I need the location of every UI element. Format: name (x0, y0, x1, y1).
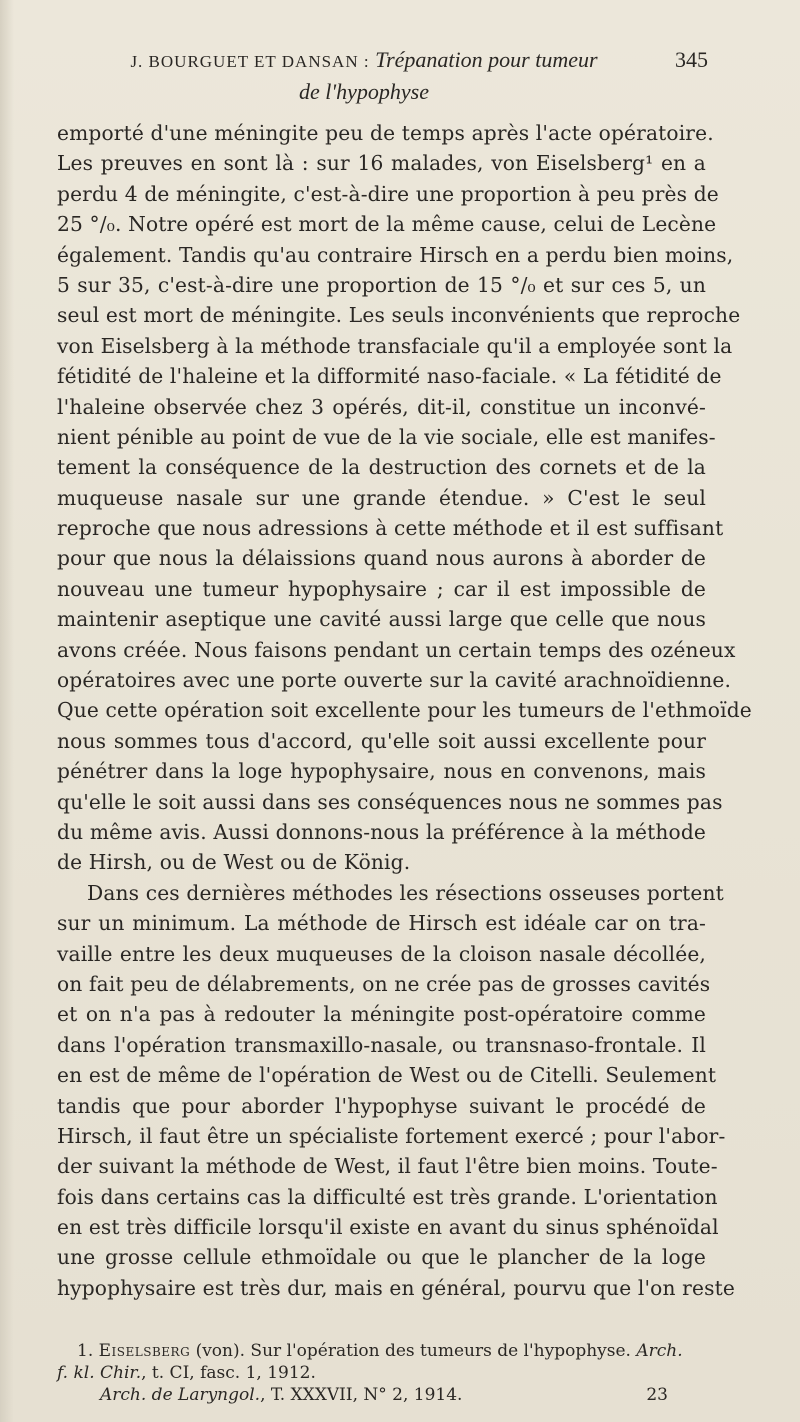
body-line: Que cette opération soit excellente pour les tumeurs de l'ethmoïde (57, 698, 752, 723)
body-line: perdu 4 de méningite, c'est-à-dire une proportion à peu près de (57, 181, 719, 206)
body-line: Hirsch, il faut être un spécialiste fortement exercé ; pour l'abor- (57, 1123, 726, 1148)
body-line: der suivant la méthode de West, il faut l'être bien moins. Toute- (57, 1154, 718, 1179)
header-title-line-2: de l'hypophyse (299, 79, 429, 104)
footnote (57, 1340, 706, 1384)
body-line: Dans ces dernières méthodes les résections osseuses portent (87, 880, 724, 905)
body-line: dans l'opération transmaxillo-nasale, ou transnaso-frontale. Il (57, 1032, 706, 1057)
body-line: nouveau une tumeur hypophysaire ; car il est impossible de (57, 576, 706, 601)
body-line: et on n'a pas à redouter la méningite post-opératoire comme (57, 1002, 706, 1027)
footnote-marker: 1. (77, 1341, 94, 1361)
header-line-1 (60, 46, 708, 76)
footnote-author: Eiselsberg (98, 1341, 191, 1361)
body-line: sur un minimum. La méthode de Hirsch est idéale car on tra- (57, 911, 706, 936)
footnote-journal-2: f. kl. Chir. (57, 1363, 142, 1383)
page-edge-shadow (0, 0, 14, 1422)
body-line: l'haleine observée chez 3 opérés, dit-il, constitue un inconvé- (57, 394, 706, 419)
body-line: Les preuves en sont là : sur 16 malades, von Eiselsberg¹ en a (57, 151, 706, 176)
body-line: fétidité de l'haleine et la difformité naso-faciale. « La fétidité de (57, 364, 722, 389)
body-line: muqueuse nasale sur une grande étendue. » C'est le seul (57, 485, 706, 510)
footer-sheet-number: 23 (646, 1385, 668, 1405)
footnote-line-1 (57, 1340, 706, 1362)
page-number: 345 (675, 47, 708, 72)
footer-volume: , T. XXXVII, N° 2, 1914. (260, 1385, 463, 1405)
body-line: pénétrer dans la loge hypophysaire, nous en convenons, mais (57, 759, 706, 784)
body-line: nous sommes tous d'accord, qu'elle soit aussi excellente pour (57, 728, 706, 753)
body-line: qu'elle le soit aussi dans ses conséquences nous ne sommes pas (57, 789, 723, 814)
header-title: Trépanation pour tumeur (375, 47, 598, 72)
footnote-text-2: , t. CI, fasc. 1, 1912. (141, 1363, 316, 1383)
body-line: opératoires avec une porte ouverte sur la cavité arachnoïdienne. (57, 668, 732, 693)
body-line: 25 °/₀. Notre opéré est mort de la même cause, celui de Lecène (57, 212, 717, 237)
body-line: reproche que nous adressions à cette méthode et il est suffisant (57, 516, 724, 541)
body-line: maintenir aseptique une cavité aussi large que celle que nous (57, 607, 706, 632)
body-line: tement la conséquence de la destruction des cornets et de la (57, 455, 706, 480)
body-line: on fait peu de délabrements, on ne crée pas de grosses cavités (57, 971, 711, 996)
body-text (57, 118, 752, 1303)
body-line: vaille entre les deux muqueuses de la cloison nasale décollée, (57, 941, 706, 966)
body-line: avons créée. Nous faisons pendant un certain temps des ozéneux (57, 637, 736, 662)
body-line: 5 sur 35, c'est-à-dire une proportion de 15 °/₀ et sur ces 5, un (57, 272, 706, 297)
body-line: pour que nous la délaissions quand nous aurons à aborder de (57, 546, 706, 571)
body-line: en est de même de l'opération de West ou de Citelli. Seulement (57, 1063, 717, 1088)
page-footer (100, 1384, 668, 1406)
body-line: nient pénible au point de vue de la vie sociale, elle est manifes- (57, 424, 716, 449)
body-line: en est très difficile lorsqu'il existe en avant du sinus sphénoïdal (57, 1215, 719, 1240)
body-line: du même avis. Aussi donnons-nous la préférence à la méthode (57, 819, 706, 844)
footnote-journal-1: Arch. (636, 1341, 683, 1361)
body-line: tandis que pour aborder l'hypophyse suivant le procédé de (57, 1093, 706, 1118)
body-line: une grosse cellule ethmoïdale ou que le plancher de la loge (57, 1245, 706, 1270)
footnote-text-1: (von). Sur l'opération des tumeurs de l'hypophyse. (190, 1341, 637, 1361)
body-line: de Hirsh, ou de West ou de König. (57, 850, 411, 875)
body-line: également. Tandis qu'au contraire Hirsch en a perdu bien moins, (57, 242, 734, 267)
body-line: fois dans certains cas la difficulté est très grande. L'orientation (57, 1184, 718, 1209)
body-line: emporté d'une méningite peu de temps après l'acte opératoire. (57, 121, 714, 145)
body-line: von Eiselsberg à la méthode transfaciale qu'il a employée sont la (57, 333, 733, 358)
running-header (60, 46, 708, 106)
body-line: seul est mort de méningite. Les seuls inconvénients que reproche (57, 303, 741, 328)
footer-journal: Arch. de Laryngol. (100, 1385, 261, 1405)
body-line: hypophysaire est très dur, mais en général, pourvu que l'on reste (57, 1275, 735, 1300)
header-author: J. BOURGUET ET DANSAN : (130, 52, 370, 71)
footnote-line-2 (57, 1362, 706, 1384)
